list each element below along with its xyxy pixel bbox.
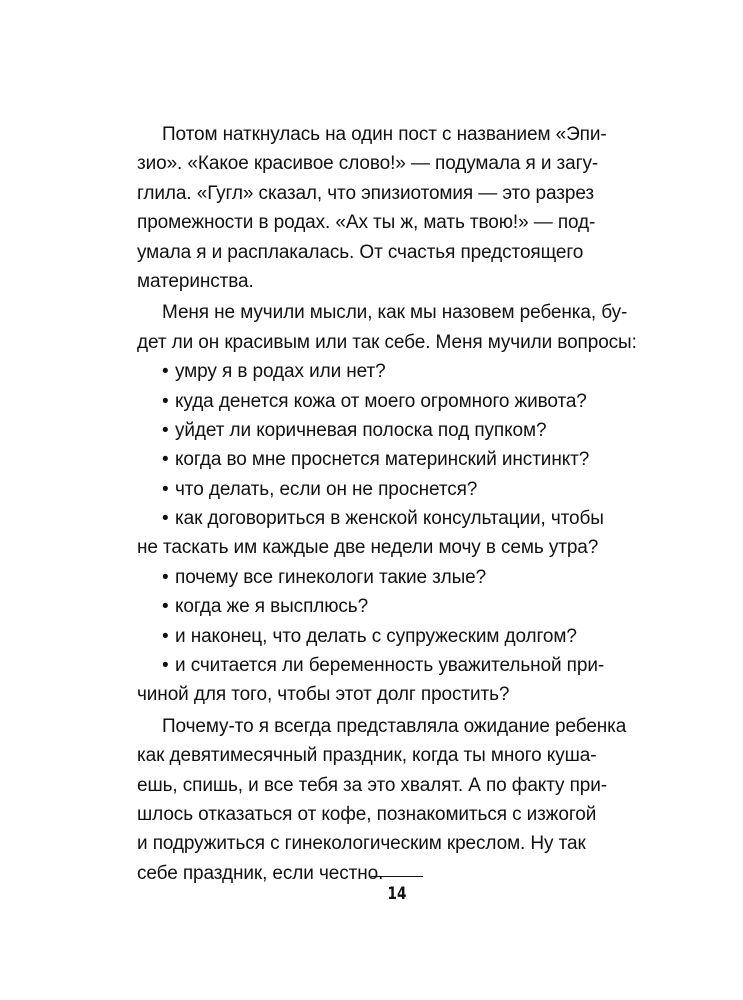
footer-divider <box>371 876 423 877</box>
text-line: умала я и расплакалась. От счастья предстоящего <box>137 241 584 263</box>
paragraph-3 <box>137 712 637 888</box>
list-item-text: что делать, если он не проснется? <box>175 478 478 500</box>
text-line: шлось отказаться от кофе, познакомиться с изжогой <box>137 803 597 825</box>
text-line: себе праздник, если честно. <box>137 862 384 884</box>
list-item-text: куда денется кожа от моего огромного живота? <box>175 390 587 412</box>
list-item-text: умру я в родах или нет? <box>175 361 386 383</box>
list-item-text: когда во мне проснется материнский инстинкт? <box>175 449 590 471</box>
text-line: зио». «Какое красивое слово!» — подумала я и загу- <box>137 153 599 175</box>
text-line: дет ли он красивым или так себе. Меня мучили вопросы: <box>137 331 637 353</box>
page-text <box>137 120 637 888</box>
text-line: ешь, спишь, и все тебя за это хвалят. А по факту при- <box>137 774 608 796</box>
page-number: 14 <box>387 884 407 904</box>
text-line: и подружиться с гинекологическим креслом. Ну так <box>137 833 586 855</box>
bullet-icon: • <box>162 361 169 383</box>
question-list <box>137 357 637 710</box>
bullet-icon: • <box>162 449 169 471</box>
list-item-text-continued: чиной для того, чтобы этот долг простить? <box>137 684 510 706</box>
list-item <box>137 445 637 474</box>
bullet-icon: • <box>162 390 169 412</box>
bullet-icon: • <box>162 419 169 441</box>
list-item <box>137 563 637 592</box>
text-line: материнства. <box>137 270 254 292</box>
list-item <box>137 622 637 651</box>
list-item <box>137 651 637 710</box>
bullet-icon: • <box>162 625 169 647</box>
bullet-icon: • <box>162 508 169 530</box>
text-line: Почему-то я всегда представляла ожидание ребенка <box>162 715 627 737</box>
list-item-text: как договориться в женской консультации, чтобы <box>175 508 604 530</box>
text-line: Меня не мучили мысли, как мы назовем ребенка, бу- <box>162 302 628 324</box>
list-item <box>137 475 637 504</box>
list-item-text-continued: не таскать им каждые две недели мочу в семь утра? <box>137 537 599 559</box>
list-item <box>137 416 637 445</box>
text-line: промежности в родах. «Ах ты ж, мать твою!» — под- <box>137 212 596 234</box>
bullet-icon: • <box>162 566 169 588</box>
list-item-text: уйдет ли коричневая полоска под пупком? <box>175 419 547 441</box>
bullet-icon: • <box>162 478 169 500</box>
list-item <box>137 387 637 416</box>
list-item <box>137 592 637 621</box>
list-item-text: и считается ли беременность уважительной при- <box>175 655 605 677</box>
paragraph-2 <box>137 298 637 357</box>
text-line: глила. «Гугл» сказал, что эпизиотомия — это разрез <box>137 182 595 204</box>
list-item-text: когда же я высплюсь? <box>175 596 369 618</box>
list-item-text: почему все гинекологи такие злые? <box>175 566 487 588</box>
list-item-text: и наконец, что делать с супружеским долгом? <box>175 625 577 647</box>
text-line: Потом наткнулась на один пост с названием «Эпи- <box>162 124 607 145</box>
paragraph-1 <box>137 120 637 296</box>
text-line: как девятимесячный праздник, когда ты много куша- <box>137 745 597 767</box>
bullet-icon: • <box>162 596 169 618</box>
list-item <box>137 357 637 386</box>
bullet-icon: • <box>162 655 169 677</box>
list-item <box>137 504 637 563</box>
